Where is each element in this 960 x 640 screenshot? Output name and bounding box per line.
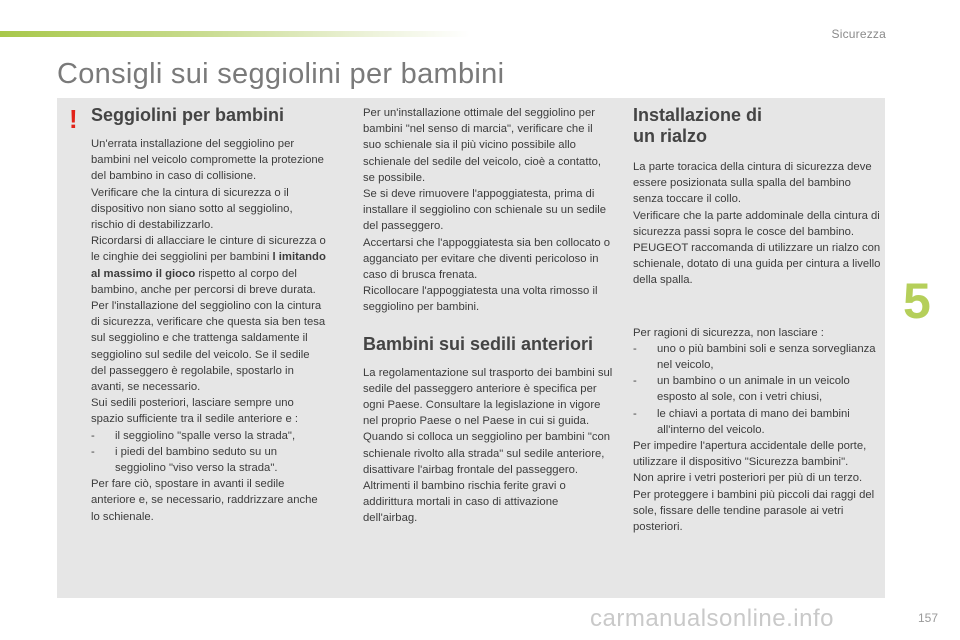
paragraph: Per l'installazione del seggiolino con la cintura di sicurezza, verificare che questa sia ben tesa sul seggiolino e che trattenga saldamente il seggiolino sul sedile del veicolo. Se il sedile del passeggero è regolabile, spostarlo in avanti, se necessario. [91, 300, 326, 394]
column-front-seats [363, 105, 613, 527]
header-accent-bar [0, 31, 470, 37]
list-item: - le chiavi a portata di mano dei bambini all'interno del veicolo. [633, 407, 850, 436]
paragraph: Ricollocare l'appoggiatesta una volta rimosso il seggiolino per bambini. [363, 285, 598, 314]
page-number: 157 [917, 611, 938, 625]
list-item: - uno o più bambini soli e senza sorveglianza nel veicolo, [633, 342, 876, 372]
paragraph: Se si deve rimuovere l'appoggiatesta, prima di installare il seggiolino con schienale su un sedile del passeggero. [363, 188, 607, 233]
paragraph: Sui sedili posteriori, lasciare sempre uno spazio sufficiente tra il sedile anteriore e : [91, 397, 299, 426]
chapter-number: 5 [903, 273, 931, 329]
heading-child-seats: Seggiolini per bambini [91, 105, 285, 125]
page-title: Consigli sui seggiolini per bambini [57, 58, 505, 90]
paragraph: Accertarsi che l'appoggiatesta sia ben collocato o agganciato per evitare che diventi pericoloso in caso di brusca frenata. [363, 236, 611, 282]
paragraph: La parte toracica della cintura di sicurezza deve essere posizionata sulla spalla del bambino senza toccare il collo. [633, 161, 872, 206]
paragraph: Per un'installazione ottimale del seggiolino per bambini "nel senso di marcia", verificare che il suo schienale sia il più vicino possibile allo schienale del sedile del veicolo, cioè a contatto, se possibile. [363, 107, 602, 184]
heading-front-seats: Bambini sui sedili anteriori [363, 333, 594, 354]
paragraph: Per impedire l'apertura accidentale delle porte, utilizzare il dispositivo "Sicurezza bambini". [633, 440, 867, 469]
paragraph-belts: Ricordarsi di allacciare le cinture di sicurezza o le cinghie dei seggiolini per bambini l imitando al massimo il gioco rispetto al corpo del bambino, anche per percorsi di breve durata. [91, 235, 326, 296]
paragraph: Non aprire i vetri posteriori per più di un terzo. [633, 472, 863, 485]
column-booster [633, 105, 881, 535]
heading-booster: Installazione di un rialzo [633, 105, 763, 146]
watermark: carmanualsonline.info [590, 605, 834, 632]
paragraph: Un'errata installazione del seggiolino per bambini nel veicolo compromette la protezione del bambino in caso di collisione. [91, 138, 324, 183]
section-label: Sicurezza [831, 27, 886, 41]
paragraph: Per ragioni di sicurezza, non lasciare : [633, 326, 824, 339]
paragraph: Per proteggere i bambini più piccoli dai raggi del sole, fissare delle tendine parasole ai vetri posteriori. [633, 488, 875, 534]
list-item: - i piedi del bambino seduto su un seggiolino "viso verso la strada". [91, 445, 278, 475]
column-child-seats [91, 105, 327, 525]
emphasis-text: l imitando al massimo il gioco [91, 251, 326, 280]
warning-icon: ! [69, 104, 78, 134]
paragraph: Quando si colloca un seggiolino per bambini "con schienale rivolto alla strada" sul sedile anteriore, disattivare l'airbag frontale del passeggero. Altrimenti il bambino rischia ferite gravi o addirittura mortali in caso di attivazione dell'airbag. [363, 431, 611, 525]
list-item: - un bambino o un animale in un veicolo esposto al sole, con i vetri chiusi, [633, 375, 850, 404]
paragraph: La regolamentazione sul trasporto dei bambini sul sedile del passeggero anteriore è specifica per ogni Paese. Consultare la legislazione in vigore nel proprio Paese o nel Paese in cui si guida. [363, 366, 613, 428]
paragraph: Verificare che la cintura di sicurezza o il dispositivo non siano sotto al seggiolino, rischio di destabilizzarlo. [91, 186, 293, 232]
paragraph: Verificare che la parte addominale della cintura di sicurezza passi sopra le cosce del bambino. [633, 209, 880, 238]
paragraph: PEUGEOT raccomanda di utilizzare un rialzo con schienale, dotato di una guida per cintura a livello della spalla. [633, 242, 881, 287]
list-item: - il seggiolino "spalle verso la strada", [91, 429, 296, 442]
paragraph: Per fare ciò, spostare in avanti il sedile anteriore e, se necessario, raddrizzare anche lo schienale. [91, 478, 318, 523]
